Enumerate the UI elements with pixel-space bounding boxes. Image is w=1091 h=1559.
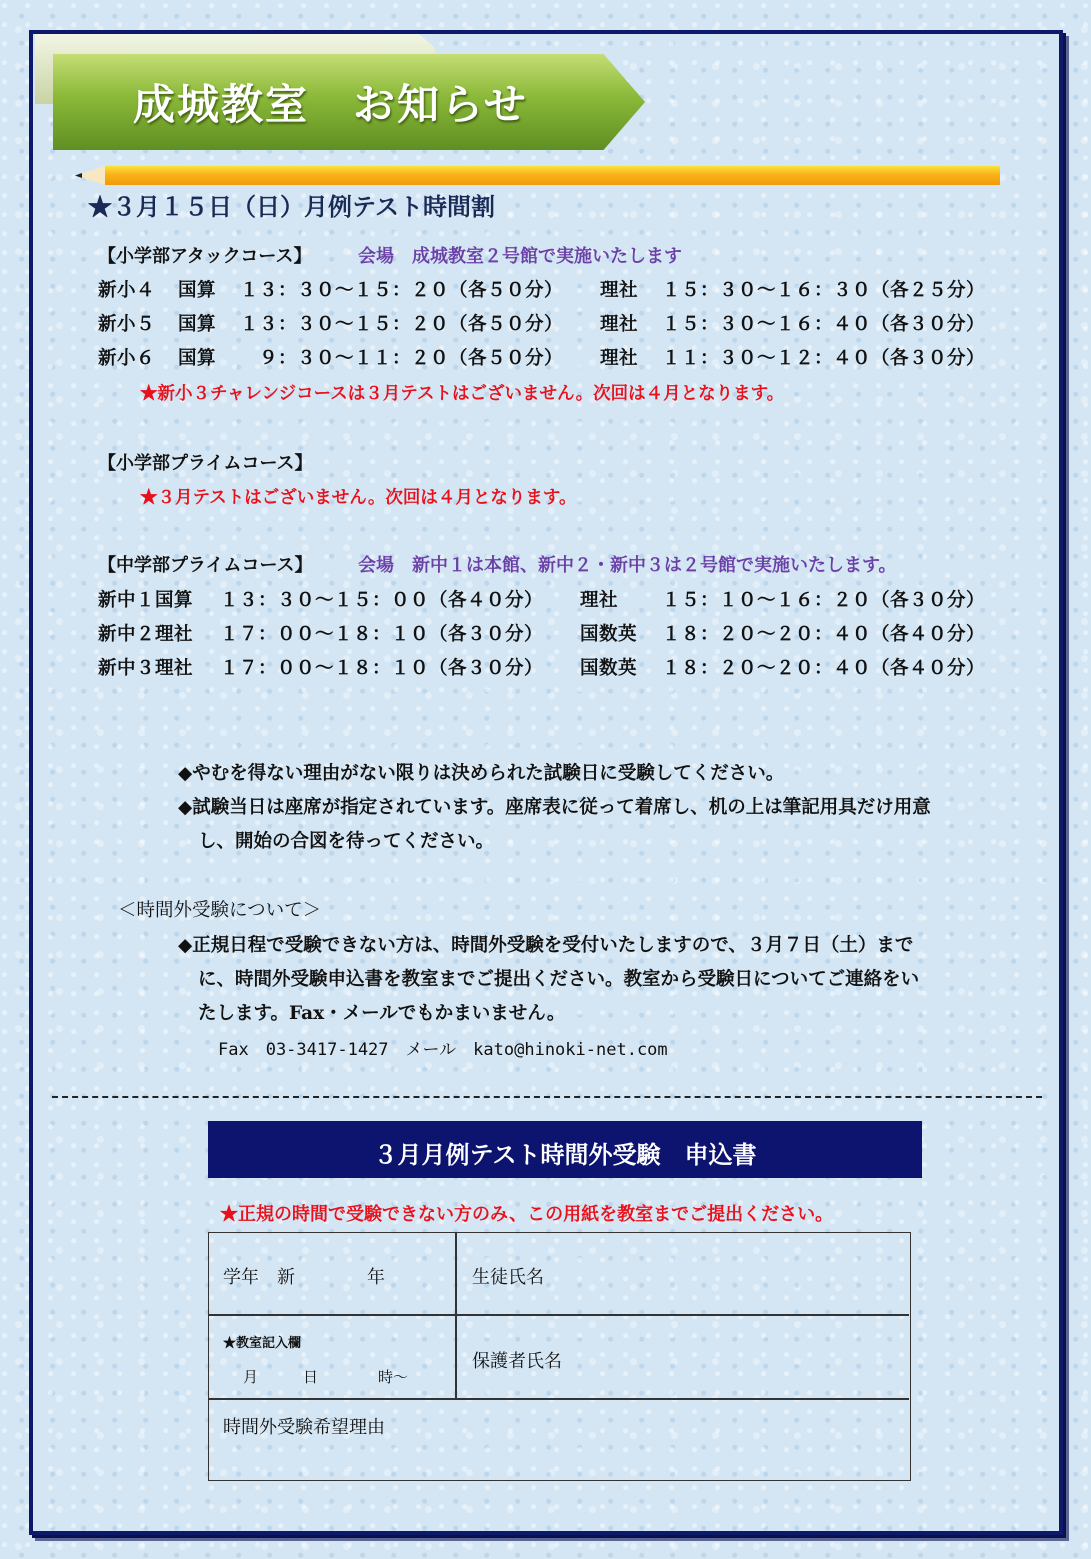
time-cell: １７：００～１８：１０（各３０分） bbox=[220, 658, 544, 679]
outside-p1: ◆正規日程で受験できない方は、時間外受験を受付いたしますので、３月７日（土）まで bbox=[178, 935, 914, 956]
subject-cell: 国算 bbox=[178, 280, 217, 301]
subject-cell: 理社 bbox=[580, 590, 619, 611]
subject-cell: 国数英 bbox=[580, 624, 638, 645]
column-divider bbox=[455, 1233, 457, 1399]
subject-cell: 理社 bbox=[600, 314, 639, 335]
pencil-lead bbox=[75, 173, 82, 178]
subject-cell: 理社 bbox=[600, 348, 639, 369]
elementary-prime-label: 【小学部プライムコース】 bbox=[98, 453, 313, 474]
schedule-heading: ★３月１５日（日）月例テスト時間割 bbox=[88, 192, 496, 221]
outside-p2: に、時間外受験申込書を教室までご提出ください。教室から受験日についてご連絡をい bbox=[198, 969, 920, 990]
subject-cell: 国算 bbox=[178, 348, 217, 369]
time-cell: １３：３０～１５：００（各４０分） bbox=[220, 590, 544, 611]
student-name-field-label: 生徒氏名 bbox=[472, 1267, 544, 1288]
grade-cell: 新小６ bbox=[98, 348, 156, 369]
subject-cell: 理社 bbox=[600, 280, 639, 301]
office-time-field: 月 日 時～ bbox=[243, 1368, 409, 1386]
elementary-attack-note: ★新小３チャレンジコースは３月テストはございません。次回は４月となります。 bbox=[140, 384, 785, 404]
junior-prime-label: 【中学部プライムコース】 bbox=[98, 555, 313, 576]
elementary-attack-venue: 会場 成城教室２号館で実施いたします bbox=[358, 246, 682, 267]
time-cell: １５：３０～１６：３０（各２５分） bbox=[662, 280, 986, 301]
time-cell: １１：３０～１２：４０（各３０分） bbox=[662, 348, 986, 369]
time-cell: １７：００～１８：１０（各３０分） bbox=[220, 624, 544, 645]
cut-line bbox=[52, 1096, 1042, 1098]
pencil-body bbox=[105, 166, 1000, 185]
grade-cell: 新小４ bbox=[98, 280, 156, 301]
notice-1: ◆やむを得ない理由がない限りは決められた試験日に受験してください。 bbox=[178, 763, 785, 784]
office-use-label: ★教室記入欄 bbox=[223, 1336, 302, 1351]
time-cell: １５：３０～１６：４０（各３０分） bbox=[662, 314, 986, 335]
contact-info: Fax 03-3417-1427 メール kato@hinoki-net.com bbox=[218, 1040, 668, 1060]
grade-cell: 新小５ bbox=[98, 314, 156, 335]
outside-p3: たします。Fax・メールでもかまいません。 bbox=[198, 1003, 566, 1024]
time-cell: １８：２０～２０：４０（各４０分） bbox=[662, 658, 986, 679]
elementary-attack-label: 【小学部アタックコース】 bbox=[98, 246, 312, 267]
time-cell: １３：３０～１５：２０（各５０分） bbox=[240, 314, 564, 335]
reason-field-label: 時間外受験希望理由 bbox=[223, 1417, 385, 1438]
pencil-divider bbox=[75, 166, 1000, 185]
subject-cell: 国数英 bbox=[580, 658, 638, 679]
subject-cell: 国算 bbox=[178, 314, 217, 335]
notice-2: ◆試験当日は座席が指定されています。座席表に従って着席し、机の上は筆記用具だけ用意 bbox=[178, 797, 931, 818]
banner-title: 成城教室 お知らせ bbox=[133, 80, 528, 129]
row-divider bbox=[209, 1398, 909, 1400]
form-title: ３月月例テスト時間外受験 申込書 bbox=[208, 1121, 922, 1178]
grade-cell: 新中１国算 bbox=[98, 590, 194, 611]
form-note: ★正規の時間で受験できない方のみ、この用紙を教室までご提出ください。 bbox=[220, 1204, 834, 1225]
time-cell: ９：３０～１１：２０（各５０分） bbox=[240, 348, 564, 369]
outside-heading: ＜時間外受験について＞ bbox=[118, 900, 322, 921]
guardian-name-field-label: 保護者氏名 bbox=[472, 1351, 562, 1372]
notice-2-cont: し、開始の合図を待ってください。 bbox=[198, 831, 495, 852]
row-divider bbox=[209, 1314, 909, 1316]
junior-prime-venue: 会場 新中１は本館、新中２・新中３は２号館で実施いたします。 bbox=[358, 555, 897, 576]
time-cell: １３：３０～１５：２０（各５０分） bbox=[240, 280, 564, 301]
time-cell: １８：２０～２０：４０（各４０分） bbox=[662, 624, 986, 645]
elementary-prime-note: ★３月テストはございません。次回は４月となります。 bbox=[140, 488, 577, 508]
grade-field-label: 学年 新 年 bbox=[223, 1267, 385, 1288]
grade-cell: 新中２理社 bbox=[98, 624, 194, 645]
grade-cell: 新中３理社 bbox=[98, 658, 194, 679]
time-cell: １５：１０～１６：２０（各３０分） bbox=[662, 590, 986, 611]
application-form-table bbox=[208, 1232, 911, 1481]
